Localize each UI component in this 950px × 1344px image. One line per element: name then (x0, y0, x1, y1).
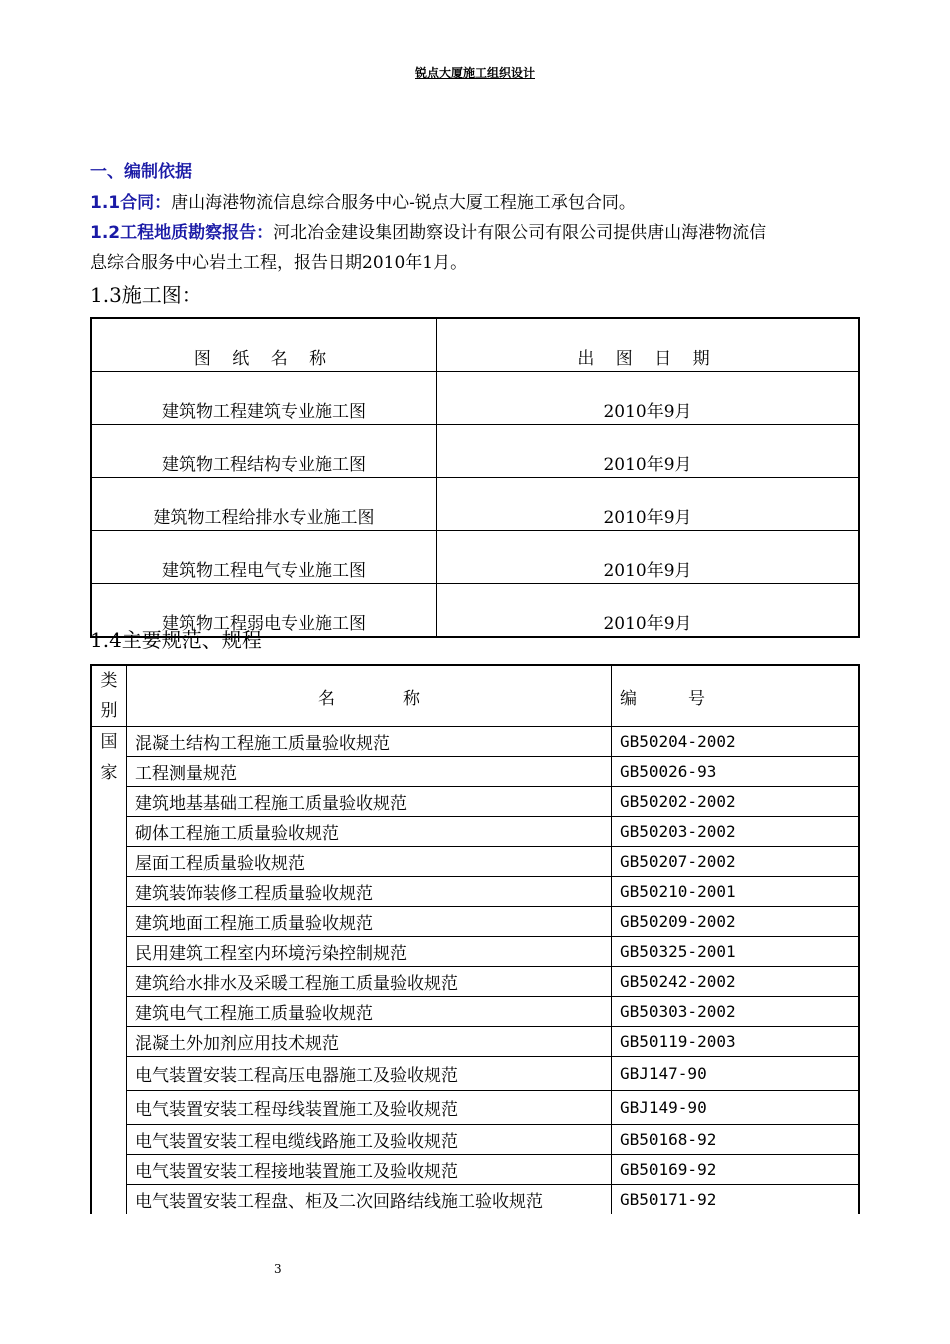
spec-code: GBJ149-90 (612, 1091, 860, 1125)
spec-code: GB50169-92 (612, 1155, 860, 1185)
table-header-row (91, 318, 859, 372)
spec-name: 砌体工程施工质量验收规范 (127, 817, 612, 847)
table-row (91, 1155, 859, 1185)
table-row (91, 967, 859, 997)
drawing-name: 建筑物工程建筑专业施工图 (91, 372, 437, 425)
spec-name: 工程测量规范 (127, 757, 612, 787)
spec-code: GB50210-2001 (612, 877, 860, 907)
table-row (91, 847, 859, 877)
drawing-name: 建筑物工程弱电专业施工图 (91, 584, 437, 638)
spec-name: 建筑地基基础工程施工质量验收规范 (127, 787, 612, 817)
page-number: 3 (274, 1262, 282, 1276)
header-issue-date: 出 图 日 期 (437, 318, 860, 372)
spec-code: GB50325-2001 (612, 937, 860, 967)
item-specs-label: 1.4主要规范、规程 (90, 628, 262, 652)
table-row (91, 907, 859, 937)
spec-name: 混凝土外加剂应用技术规范 (127, 1027, 612, 1057)
spec-name: 电气装置安装工程母线装置施工及验收规范 (127, 1091, 612, 1125)
table-row (91, 997, 859, 1027)
table-row (91, 1125, 859, 1155)
spec-code: GB50242-2002 (612, 967, 860, 997)
drawing-name: 建筑物工程电气专业施工图 (91, 531, 437, 584)
spec-name: 电气装置安装工程接地装置施工及验收规范 (127, 1155, 612, 1185)
table-row (91, 1057, 859, 1091)
drawing-date: 2010年9月 (437, 584, 860, 638)
table-row (91, 757, 859, 787)
table-row (91, 937, 859, 967)
table-row (91, 1185, 859, 1215)
table-row (91, 1027, 859, 1057)
table-row (91, 478, 859, 531)
drawings-table (90, 317, 860, 638)
drawing-name: 建筑物工程结构专业施工图 (91, 425, 437, 478)
specs-table (90, 664, 860, 1214)
item-contract-text: 唐山海港物流信息综合服务中心-锐点大厦工程施工承包合同。 (171, 193, 636, 213)
drawing-date: 2010年9月 (437, 478, 860, 531)
header-code: 编 号 (612, 665, 860, 727)
spec-name: 电气装置安装工程高压电器施工及验收规范 (127, 1057, 612, 1091)
item-geology-report (90, 218, 766, 243)
table-row (91, 727, 859, 757)
spec-code: GB50203-2002 (612, 817, 860, 847)
spec-code: GB50209-2002 (612, 907, 860, 937)
document-header: 锐点大厦施工组织设计 (414, 66, 535, 80)
item-geology-label: 1.2工程地质勘察报告： (90, 223, 274, 243)
table-row (91, 425, 859, 478)
spec-name: 建筑给水排水及采暖工程施工质量验收规范 (127, 967, 612, 997)
drawing-date: 2010年9月 (437, 425, 860, 478)
section-heading: 一、编制依据 (90, 162, 192, 182)
spec-name: 建筑电气工程施工质量验收规范 (127, 997, 612, 1027)
table-row (91, 787, 859, 817)
spec-code: GB50119-2003 (612, 1027, 860, 1057)
spec-name: 屋面工程质量验收规范 (127, 847, 612, 877)
spec-code: GBJ147-90 (612, 1057, 860, 1091)
table-row (91, 1091, 859, 1125)
item-drawings-label: 1.3施工图： (90, 283, 202, 307)
spec-name: 建筑地面工程施工质量验收规范 (127, 907, 612, 937)
item-contract-label: 1.1合同： (90, 193, 172, 213)
spec-name: 民用建筑工程室内环境污染控制规范 (127, 937, 612, 967)
category-line-2: 家 (100, 763, 118, 783)
header-category: 类别 (91, 665, 127, 727)
spec-name: 混凝土结构工程施工质量验收规范 (127, 727, 612, 757)
table-row (91, 372, 859, 425)
table-row (91, 817, 859, 847)
drawing-date: 2010年9月 (437, 372, 860, 425)
spec-name: 电气装置安装工程盘、柜及二次回路结线施工验收规范 (127, 1185, 612, 1215)
header-name: 名 称 (127, 665, 612, 727)
spec-code: GB50168-92 (612, 1125, 860, 1155)
table-header-row (91, 665, 859, 727)
drawing-name: 建筑物工程给排水专业施工图 (91, 478, 437, 531)
item-contract (90, 188, 636, 213)
spec-code: GB50171-92 (612, 1185, 860, 1215)
drawing-date: 2010年9月 (437, 531, 860, 584)
spec-name: 电气装置安装工程电缆线路施工及验收规范 (127, 1125, 612, 1155)
spec-code: GB50204-2002 (612, 727, 860, 757)
spec-code: GB50303-2002 (612, 997, 860, 1027)
header-drawing-name: 图 纸 名 称 (91, 318, 437, 372)
category-line-1: 国 (100, 732, 118, 752)
table-row (91, 877, 859, 907)
item-geology-text: 河北冶金建设集团勘察设计有限公司有限公司提供唐山海港物流信 (273, 223, 767, 243)
spec-code: GB50202-2002 (612, 787, 860, 817)
item-geology-text-cont: 息综合服务中心岩土工程，报告日期2010年1月。 (90, 253, 468, 273)
category-cell (91, 727, 127, 1215)
spec-code: GB50026-93 (612, 757, 860, 787)
table-row (91, 531, 859, 584)
spec-name: 建筑装饰装修工程质量验收规范 (127, 877, 612, 907)
spec-code: GB50207-2002 (612, 847, 860, 877)
